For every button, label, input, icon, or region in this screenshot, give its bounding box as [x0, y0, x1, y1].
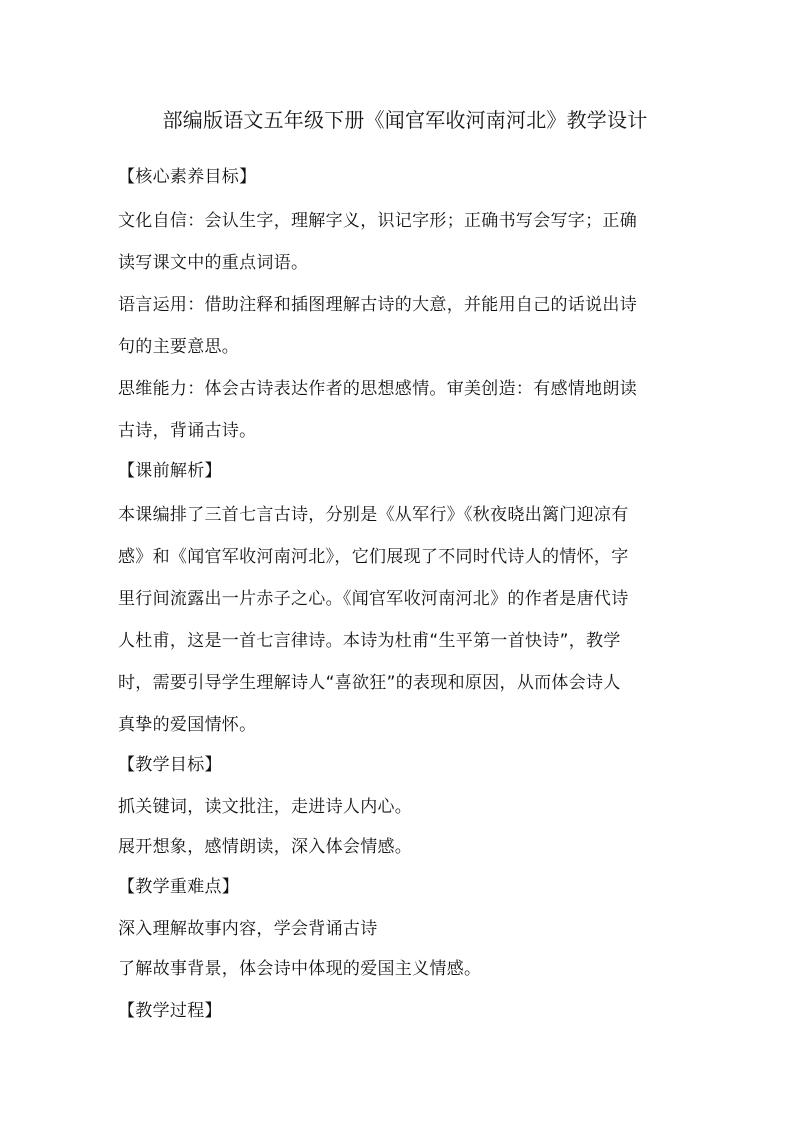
- heading-core-literacy-goals: 【核心素养目标】: [118, 167, 257, 187]
- paragraph-line: 思维能力：体会古诗表达作者的思想感情。审美创造：有感情地朗读: [118, 379, 637, 399]
- document-title: 部编版语文五年级下册《闻官军收河南河北》教学设计: [162, 108, 648, 132]
- heading-teaching-goals: 【教学目标】: [118, 755, 222, 775]
- paragraph-line: 了解故事背景，体会诗中体现的爱国主义情感。: [118, 959, 482, 979]
- paragraph-line: 时，需要引导学生理解诗人“喜欲狂”的表现和原因，从而体会诗人: [118, 673, 621, 693]
- heading-pre-class-analysis: 【课前解析】: [118, 461, 222, 481]
- paragraph-line: 古诗，背诵古诗。: [118, 421, 257, 441]
- paragraph-line: 文化自信：会认生字，理解字义，识记字形；正确书写会写字；正确: [118, 211, 637, 231]
- heading-teaching-process: 【教学过程】: [118, 1001, 222, 1021]
- paragraph-line: 抓关键词，读文批注，走进诗人内心。: [118, 797, 413, 817]
- paragraph-line: 展开想象，感情朗读，深入体会情感。: [118, 837, 413, 857]
- paragraph-line: 语言运用：借助注释和插图理解古诗的大意，并能用自己的话说出诗: [118, 295, 637, 315]
- paragraph-line: 人杜甫，这是一首七言律诗。本诗为杜甫“生平第一首快诗”，教学: [118, 631, 621, 651]
- paragraph-line: 读写课文中的重点词语。: [118, 253, 309, 273]
- paragraph-line: 深入理解故事内容，学会背诵古诗: [118, 919, 378, 939]
- paragraph-line: 感》和《闻官军收河南河北》，它们展现了不同时代诗人的情怀，字: [118, 547, 629, 567]
- paragraph-line: 句的主要意思。: [118, 337, 240, 357]
- paragraph-line: 真挚的爱国情怀。: [118, 715, 257, 735]
- paragraph-line: 本课编排了三首七言古诗，分别是《从军行》《秋夜晓出篱门迎凉有: [118, 505, 629, 525]
- heading-key-difficult-points: 【教学重难点】: [118, 877, 240, 897]
- paragraph-line: 里行间流露出一片赤子之心。《闻官军收河南河北》的作者是唐代诗: [118, 589, 629, 609]
